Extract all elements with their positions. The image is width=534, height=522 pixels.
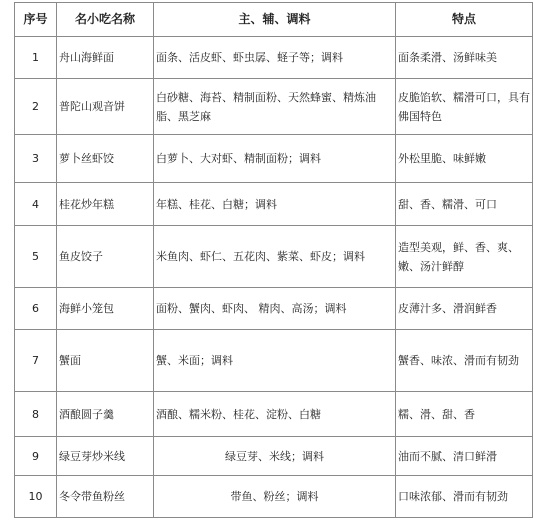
row-num: 9: [15, 437, 57, 476]
table-row: [15, 476, 533, 518]
row-name: 冬令带鱼粉丝: [57, 476, 154, 518]
row-ingredients: 带鱼、粉丝；调料: [154, 476, 396, 518]
header-ingredients: 主、辅、调料: [154, 3, 396, 37]
row-name: 蟹面: [57, 330, 154, 392]
row-ingredients: 绿豆芽、米线；调料: [154, 437, 396, 476]
row-ingredients: 年糕、桂花、白糖；调料: [154, 183, 396, 226]
table-row: [15, 183, 533, 226]
table-row: [15, 392, 533, 437]
row-features: 外松里脆、味鲜嫩: [396, 135, 533, 183]
row-num: 10: [15, 476, 57, 518]
row-num: 6: [15, 288, 57, 330]
row-features: 甜、香、糯滑、可口: [396, 183, 533, 226]
header-name: 名小吃名称: [57, 3, 154, 37]
row-ingredients: 面粉、蟹肉、虾肉、 精肉、高汤；调料: [154, 288, 396, 330]
table-row: [15, 135, 533, 183]
row-num: 1: [15, 37, 57, 79]
row-name: 桂花炒年糕: [57, 183, 154, 226]
row-features: 糯、滑、甜、香: [396, 392, 533, 437]
row-features: 油而不腻、清口鲜滑: [396, 437, 533, 476]
row-ingredients: 米鱼肉、虾仁、五花肉、紫菜、虾皮；调料: [154, 226, 396, 288]
row-ingredients: 面条、活皮虾、虾虫孱、蛏子等；调料: [154, 37, 396, 79]
header-row: [15, 3, 533, 37]
table-row: [15, 437, 533, 476]
row-name: 绿豆芽炒米线: [57, 437, 154, 476]
row-name: 酒酿圆子羹: [57, 392, 154, 437]
row-features: 皮薄汁多、滑润鲜香: [396, 288, 533, 330]
row-features: 口味浓郁、滑而有韧劲: [396, 476, 533, 518]
snack-table: [14, 2, 533, 518]
row-name: 普陀山观音饼: [57, 79, 154, 135]
row-num: 3: [15, 135, 57, 183]
row-num: 8: [15, 392, 57, 437]
row-name: 舟山海鲜面: [57, 37, 154, 79]
table-row: [15, 37, 533, 79]
row-num: 7: [15, 330, 57, 392]
row-features: 皮脆馅软、糯滑可口，具有佛国特色: [396, 79, 533, 135]
row-ingredients: 酒酿、糯米粉、桂花、淀粉、白糖: [154, 392, 396, 437]
row-num: 5: [15, 226, 57, 288]
row-ingredients: 蟹、米面；调料: [154, 330, 396, 392]
row-name: 海鲜小笼包: [57, 288, 154, 330]
row-num: 4: [15, 183, 57, 226]
row-num: 2: [15, 79, 57, 135]
table-row: [15, 288, 533, 330]
row-features: 造型美观，鲜、香、爽、嫩、汤汁鲜醇: [396, 226, 533, 288]
table-row: [15, 79, 533, 135]
row-ingredients: 白砂糖、海苔、精制面粉、天然蜂蜜、精炼油脂、黑芝麻: [154, 79, 396, 135]
row-ingredients: 白萝卜、大对虾、精制面粉；调料: [154, 135, 396, 183]
table-row: [15, 330, 533, 392]
table-row: [15, 226, 533, 288]
row-features: 面条柔滑、汤鲜味美: [396, 37, 533, 79]
header-num: 序号: [15, 3, 57, 37]
row-name: 萝卜丝虾饺: [57, 135, 154, 183]
row-name: 鱼皮饺子: [57, 226, 154, 288]
row-features: 蟹香、味浓、滑而有韧劲: [396, 330, 533, 392]
header-features: 特点: [396, 3, 533, 37]
